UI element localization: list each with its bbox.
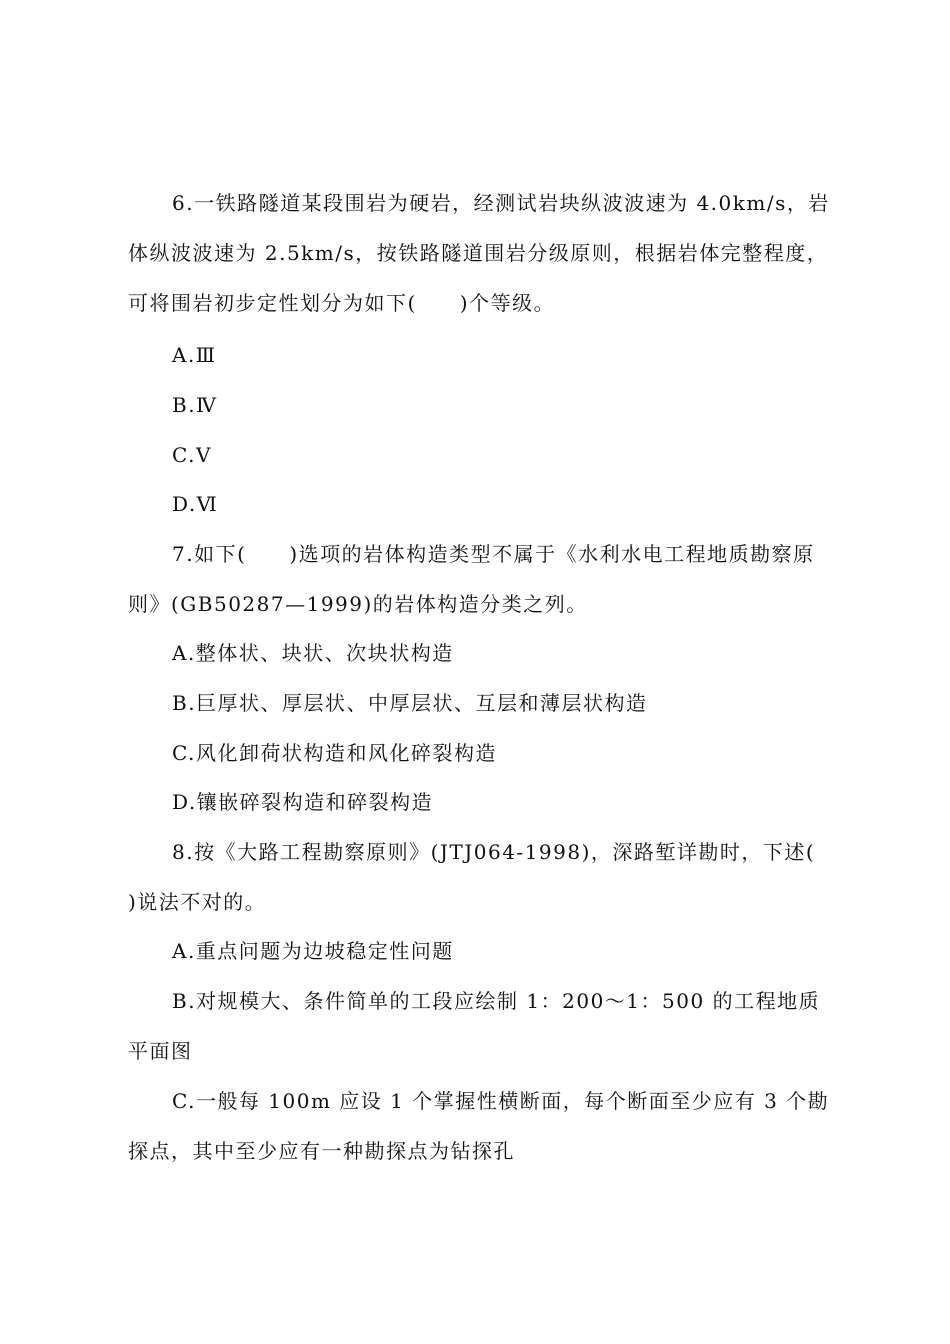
question-6-option-c: C.Ⅴ	[172, 443, 212, 467]
question-6-option-b: B.Ⅳ	[172, 393, 218, 417]
question-6-stem: 6.一铁路隧道某段围岩为硬岩，经测试岩块纵波波速为 4.0km/s，岩体纵波波速为 2.5km/s，按铁路隧道围岩分级原则，根据岩体完整程度，可将围岩初步定性划分为如下( )个等级。	[128, 191, 830, 315]
question-6-option-a: A.Ⅲ	[172, 343, 217, 367]
question-7-stem: 7.如下( )选项的岩体构造类型不属于《水利水电工程地质勘察原则》(GB50287—1999)的岩体构造分类之列。	[128, 542, 815, 616]
question-8-stem: 8.按《大路工程勘察原则》(JTJ064-1998)，深路堑详勘时，下述( )说法不对的。	[128, 840, 859, 914]
question-7-option-a: A.整体状、块状、次块状构造	[172, 641, 454, 665]
question-7-option-d: D.镶嵌碎裂构造和碎裂构造	[172, 790, 434, 814]
question-7-option-b: B.巨厚状、厚层状、中厚层状、互层和薄层状构造	[172, 691, 648, 715]
question-8-option-c: C.一般每 100m 应设 1 个掌握性横断面，每个断面至少应有 3 个勘探点，其中至少应有一种勘探点为钻探孔	[128, 1089, 830, 1163]
question-8-option-b: B.对规模大、条件简单的工段应绘制 1：200～1：500 的工程地质平面图	[128, 989, 821, 1063]
question-6-option-d: D.Ⅵ	[172, 492, 219, 516]
question-7-option-c: C.风化卸荷状构造和风化碎裂构造	[172, 741, 497, 765]
question-8-option-a: A.重点问题为边坡稳定性问题	[172, 939, 454, 963]
